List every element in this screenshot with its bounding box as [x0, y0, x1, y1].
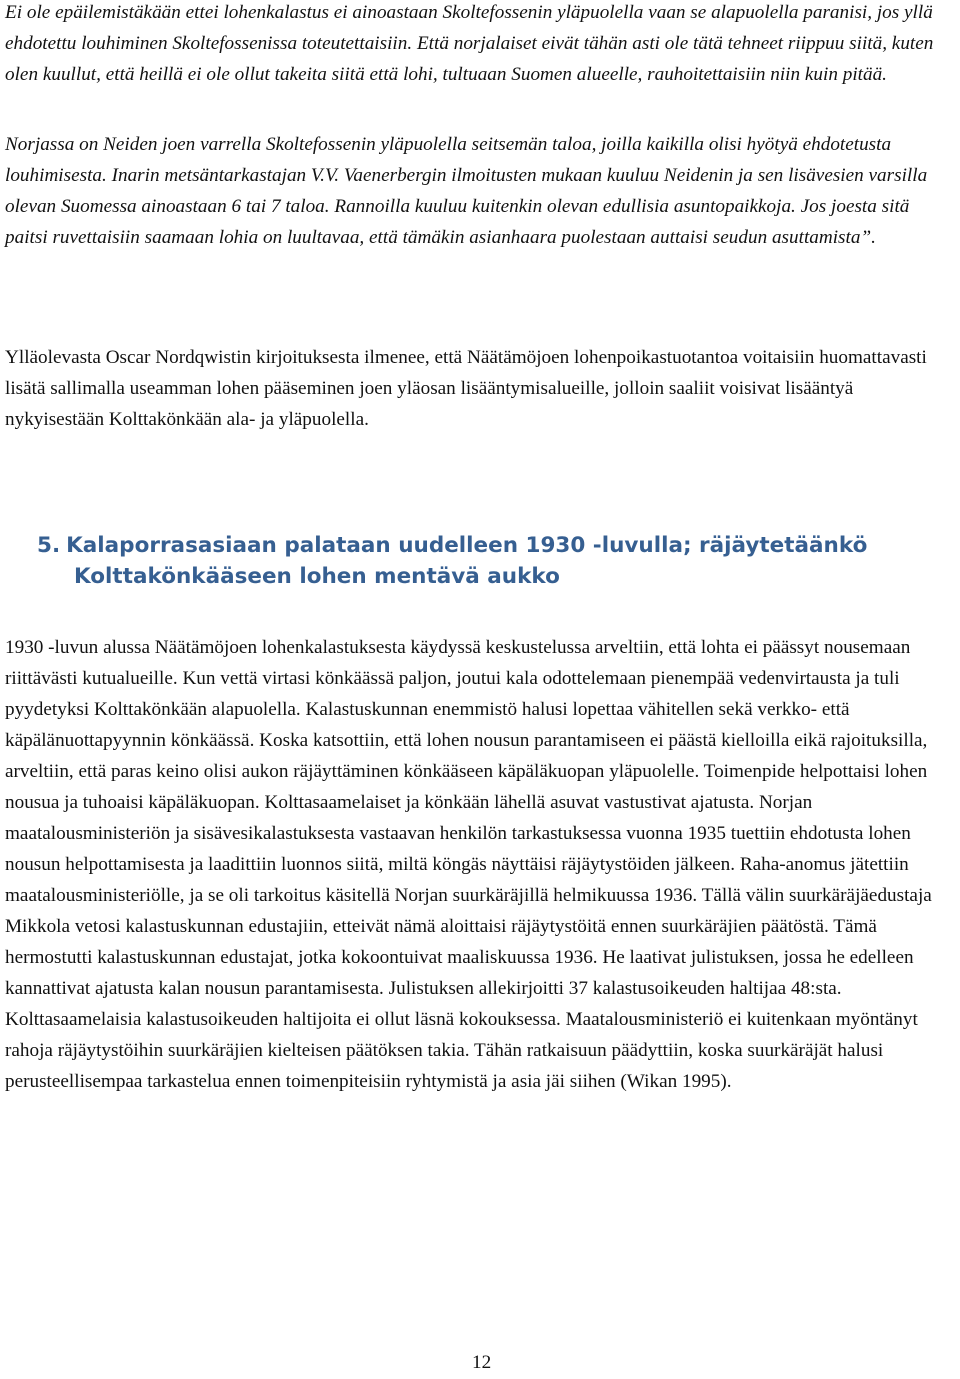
- section-number: 5.: [37, 533, 61, 558]
- quoted-paragraph-2: Norjassa on Neiden joen varrella Skoltefossenin yläpuolella seitsemän taloa, joilla kaikilla olisi hyötyä ehdotetusta louhimisesta. Inarin metsäntarkastajan V.V. Vaenerbergin ilmoitusten mukaan kuuluu Neidenin ja sen lisävesien varsilla olevan Suomessa ainoastaan 6 tai 7 taloa. Rannoilla kuuluu kuitenkin olevan edullisia asuntopaikkoja. Jos joesta sitä paitsi ruvettaisiin saamaan lohia on luultavaa, että tämäkin asianhaara puolestaan auttaisi seudun asuttamista”.: [5, 134, 928, 248]
- body-paragraph-nordqwist: Ylläolevasta Oscar Nordqwistin kirjoituksesta ilmenee, että Näätämöjoen lohenpoikastuotantoa voitaisiin huomattavasti lisätä sallimalla useamman lohen pääseminen joen yläosan lisääntymisalueille, jolloin saaliit voisivat lisääntyä nykyisestään Kolttakönkään ala- ja yläpuolella.: [5, 347, 927, 430]
- section-title-line2: Kolttakönkääseen lohen mentävä aukko: [74, 564, 560, 589]
- section-title-line1: Kalaporrasasiaan palataan uudelleen 1930 -luvulla; räjäytetäänkö: [66, 533, 868, 558]
- quoted-paragraph-1: Ei ole epäilemistäkään ettei lohenkalastus ei ainoastaan Skoltefossenin yläpuolella vaan se alapuolella paranisi, jos yllä ehdotettu louhiminen Skoltefossenissa toteutettaisiin. Että norjalaiset eivät tähän asti ole tätä tehneet riippuu siitä, kuten olen kuullut, että heillä ei ole ollut takeita siitä että lohi, tultuaan Suomen alueelle, rauhoitettaisiin niin kuin pitää.: [5, 2, 934, 85]
- body-paragraph-section-5: 1930 -luvun alussa Näätämöjoen lohenkalastuksesta käydyssä keskustelussa arveltiin, että lohta ei päässyt nousemaan riittävästi kutualueille. Kun vettä virtasi könkäässä paljon, joutui kala odottelemaan pienempää vedenvirtausta ja tuli pyydetyksi Kolttakönkään alapuolella. Kalastuskunnan enemmistö halusi lopettaa vähitellen sekä verkko- että käpälänuottapyynnin könkäässä. Koska katsottiin, että lohen nousun parantamiseen ei päästä kielloilla eikä rajoituksilla, arveltiin, että paras keino olisi aukon räjäyttäminen könkääseen käpäläkuopan yläpuolelle. Toimenpide helpottaisi lohen nousua ja tuhoaisi käpäläkuopan. Kolttasaamelaiset ja könkään lähellä asuvat vastustivat ajatusta. Norjan maatalousministeriön ja sisävesikalastuksesta vastaavan henkilön tarkastuksessa vuonna 1935 tuettiin ehdotusta lohen nousun helpottamisesta ja laadittiin luonnos siitä, miltä köngäs näyttäisi räjäytystöiden jälkeen. Raha-anomus jätettiin maatalousministeriölle, ja se oli tarkoitus käsitellä Norjan suurkäräjillä helmikuussa 1936. Tällä välin suurkäräjäedustaja Mikkola vetosi kalastuskunnan edustajiin, etteivät nämä aloittaisi räjäytystöitä ennen suurkäräjien päätöstä. Tämä hermostutti kalastuskunnan edustajat, jotka kokoontuivat maaliskuussa 1936. He laativat julistuksen, jossa he edelleen kannattivat ajatusta kalan nousun parantamisesta. Julistuksen allekirjoitti 37 kalastusoikeuden haltijaa 48:sta. Kolttasaamelaisia kalastusoikeuden haltijoita ei ollut läsnä kokouksessa. Maatalousministeriö ei kuitenkaan myöntänyt rahoja räjäytystöihin suurkäräjien kielteisen päätöksen takia. Tähän ratkaisuun päädyttiin, koska suurkäräjät halusi perusteellisempaa tarkastelua ennen toimenpiteisiin ryhtymistä ja asia jäi siihen (Wikan 1995).: [5, 637, 932, 1092]
- section-heading: [37, 530, 937, 592]
- page-number: 12: [472, 1352, 492, 1373]
